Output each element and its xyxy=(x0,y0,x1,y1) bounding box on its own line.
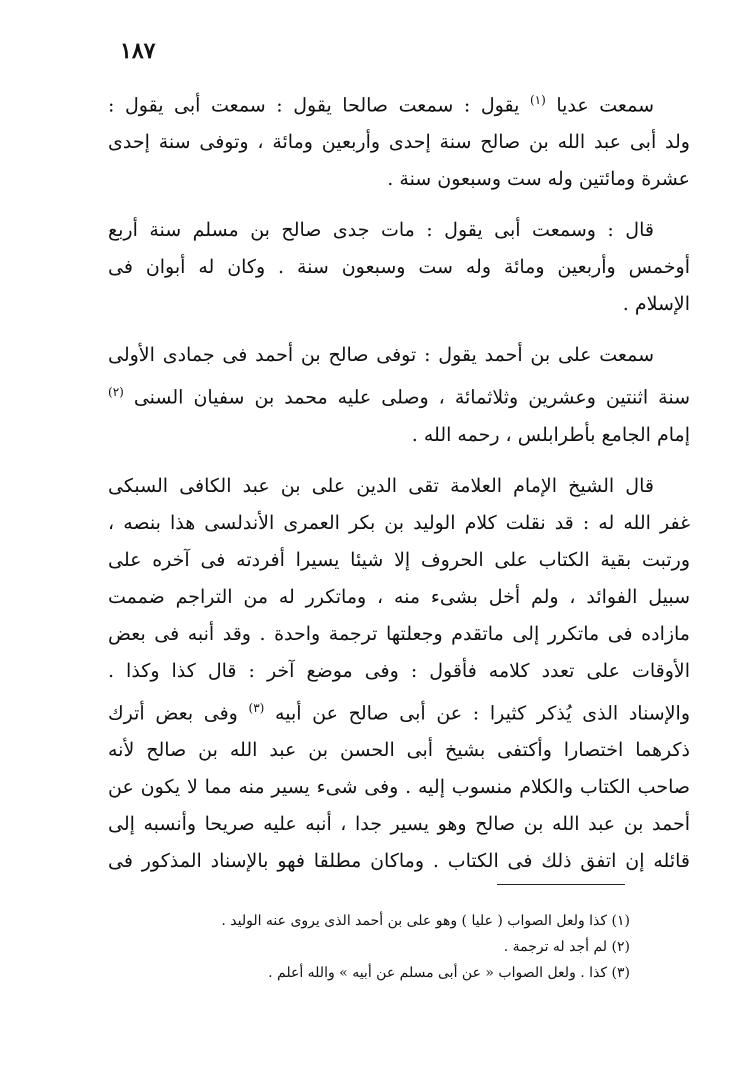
footnote-ref-1: (١) xyxy=(529,93,546,107)
text-line: والإسناد الذى يُذكر كثيرا : عن أبى صالح عن أبيه $^{(٣)}$ وفى بعض أترك xyxy=(108,700,691,724)
text-line: قال الشيخ الإمام العلامة تقى الدين على بن عبد الكافى السبكى xyxy=(108,474,654,497)
text-line: أوخمس وأربعين ومائة وله ست وسبعون سنة . وكان له أبوان فى xyxy=(108,256,690,279)
paragraph-1 xyxy=(108,82,690,198)
footnote-ref-2: (٢) xyxy=(108,385,124,400)
text-line: قائله إن اتفق ذلك فى الكتاب . وماكان مطلقا فهو بالإسناد المذكور فى xyxy=(108,849,690,872)
text-line: سنة اثنتين وعشرين وثلاثمائة ، وصلى عليه محمد بن سفيان السنى $^{(٢)}$ xyxy=(108,385,690,409)
footnote-number: (١) xyxy=(611,913,630,929)
text-line: سمعت عديا $^{(١)}$ يقول : سمعت صالحا يقول : سمعت أبى يقول : xyxy=(108,93,654,117)
text-line: مازاده فى ماتكرر إلى ماتقدم وجعلتها ترجمة واحدة . وقد أنبه فى بعض xyxy=(108,622,690,645)
footnote-text: كذا . ولعل الصواب « عن أبى مسلم عن أبيه » والله أعلم . xyxy=(268,965,608,981)
text-line: الإسلام . xyxy=(622,293,690,316)
text-line: سبيل الفوائد ، ولم أخل بشىء منه ، وماتكرر له من التراجم ضممت xyxy=(108,585,690,608)
text-line: غفر الله له : قد نقلت كلام الوليد بن بكر العمرى الأندلسى هذا بنصه ، xyxy=(108,511,690,534)
text-line: أحمد بن عبد الله بن صالح وهو يسير جدا ، أنبه عليه صريحا وأنسبه إلى xyxy=(108,812,690,835)
main-text xyxy=(108,82,690,894)
footnote-text: كذا ولعل الصواب ( عليا ) وهو على بن أحمد الذى يروى عنه الوليد . xyxy=(221,913,608,929)
text-line: ولد أبى عبد الله بن صالح سنة إحدى وأربعين ومائة ، وتوفى سنة إحدى xyxy=(108,131,690,154)
text-line: الأوقات على تعدد كلامه فأقول : وفى موضع آخر : قال كذا وكذا . xyxy=(108,659,690,682)
text-line: قال : وسمعت أبى يقول : مات جدى صالح بن مسلم سنة أربع xyxy=(108,219,654,242)
text-line: صاحب الكتاب والكلام منسوب إليه . وفى شىء يسير منه مما لا يكون عن xyxy=(108,775,690,798)
footnote-ref-3: (٣) xyxy=(248,700,265,715)
paragraph-2 xyxy=(108,212,690,323)
paragraph-3 xyxy=(108,337,690,453)
footnote-2 xyxy=(120,934,630,960)
footnote-3 xyxy=(120,960,630,986)
footnote-text: لم أجد له ترجمة . xyxy=(503,939,608,955)
footnote-1 xyxy=(120,908,630,934)
footnote-separator xyxy=(497,884,625,885)
page-number: ١٨٧ xyxy=(120,38,156,64)
text-line: عشرة ومائتين وله ست وسبعون سنة . xyxy=(387,168,690,191)
text-line: ذكرهما اختصارا وأكتفى بشيخ أبى الحسن بن عبد الله بن صالح لأنه xyxy=(108,738,690,761)
text-line: إمام الجامع بأطرابلس ، رحمه الله . xyxy=(411,423,690,446)
footnote-number: (٢) xyxy=(611,939,630,955)
text-line: ورتبت بقية الكتاب على الحروف إلا شيئا يسيرا أفردته فى آخره على xyxy=(108,548,690,571)
footnotes xyxy=(120,908,630,986)
text-line: سمعت على بن أحمد يقول : توفى صالح بن أحمد فى جمادى الأولى xyxy=(108,344,654,367)
paragraph-4 xyxy=(108,468,690,880)
footnote-number: (٣) xyxy=(611,965,630,981)
